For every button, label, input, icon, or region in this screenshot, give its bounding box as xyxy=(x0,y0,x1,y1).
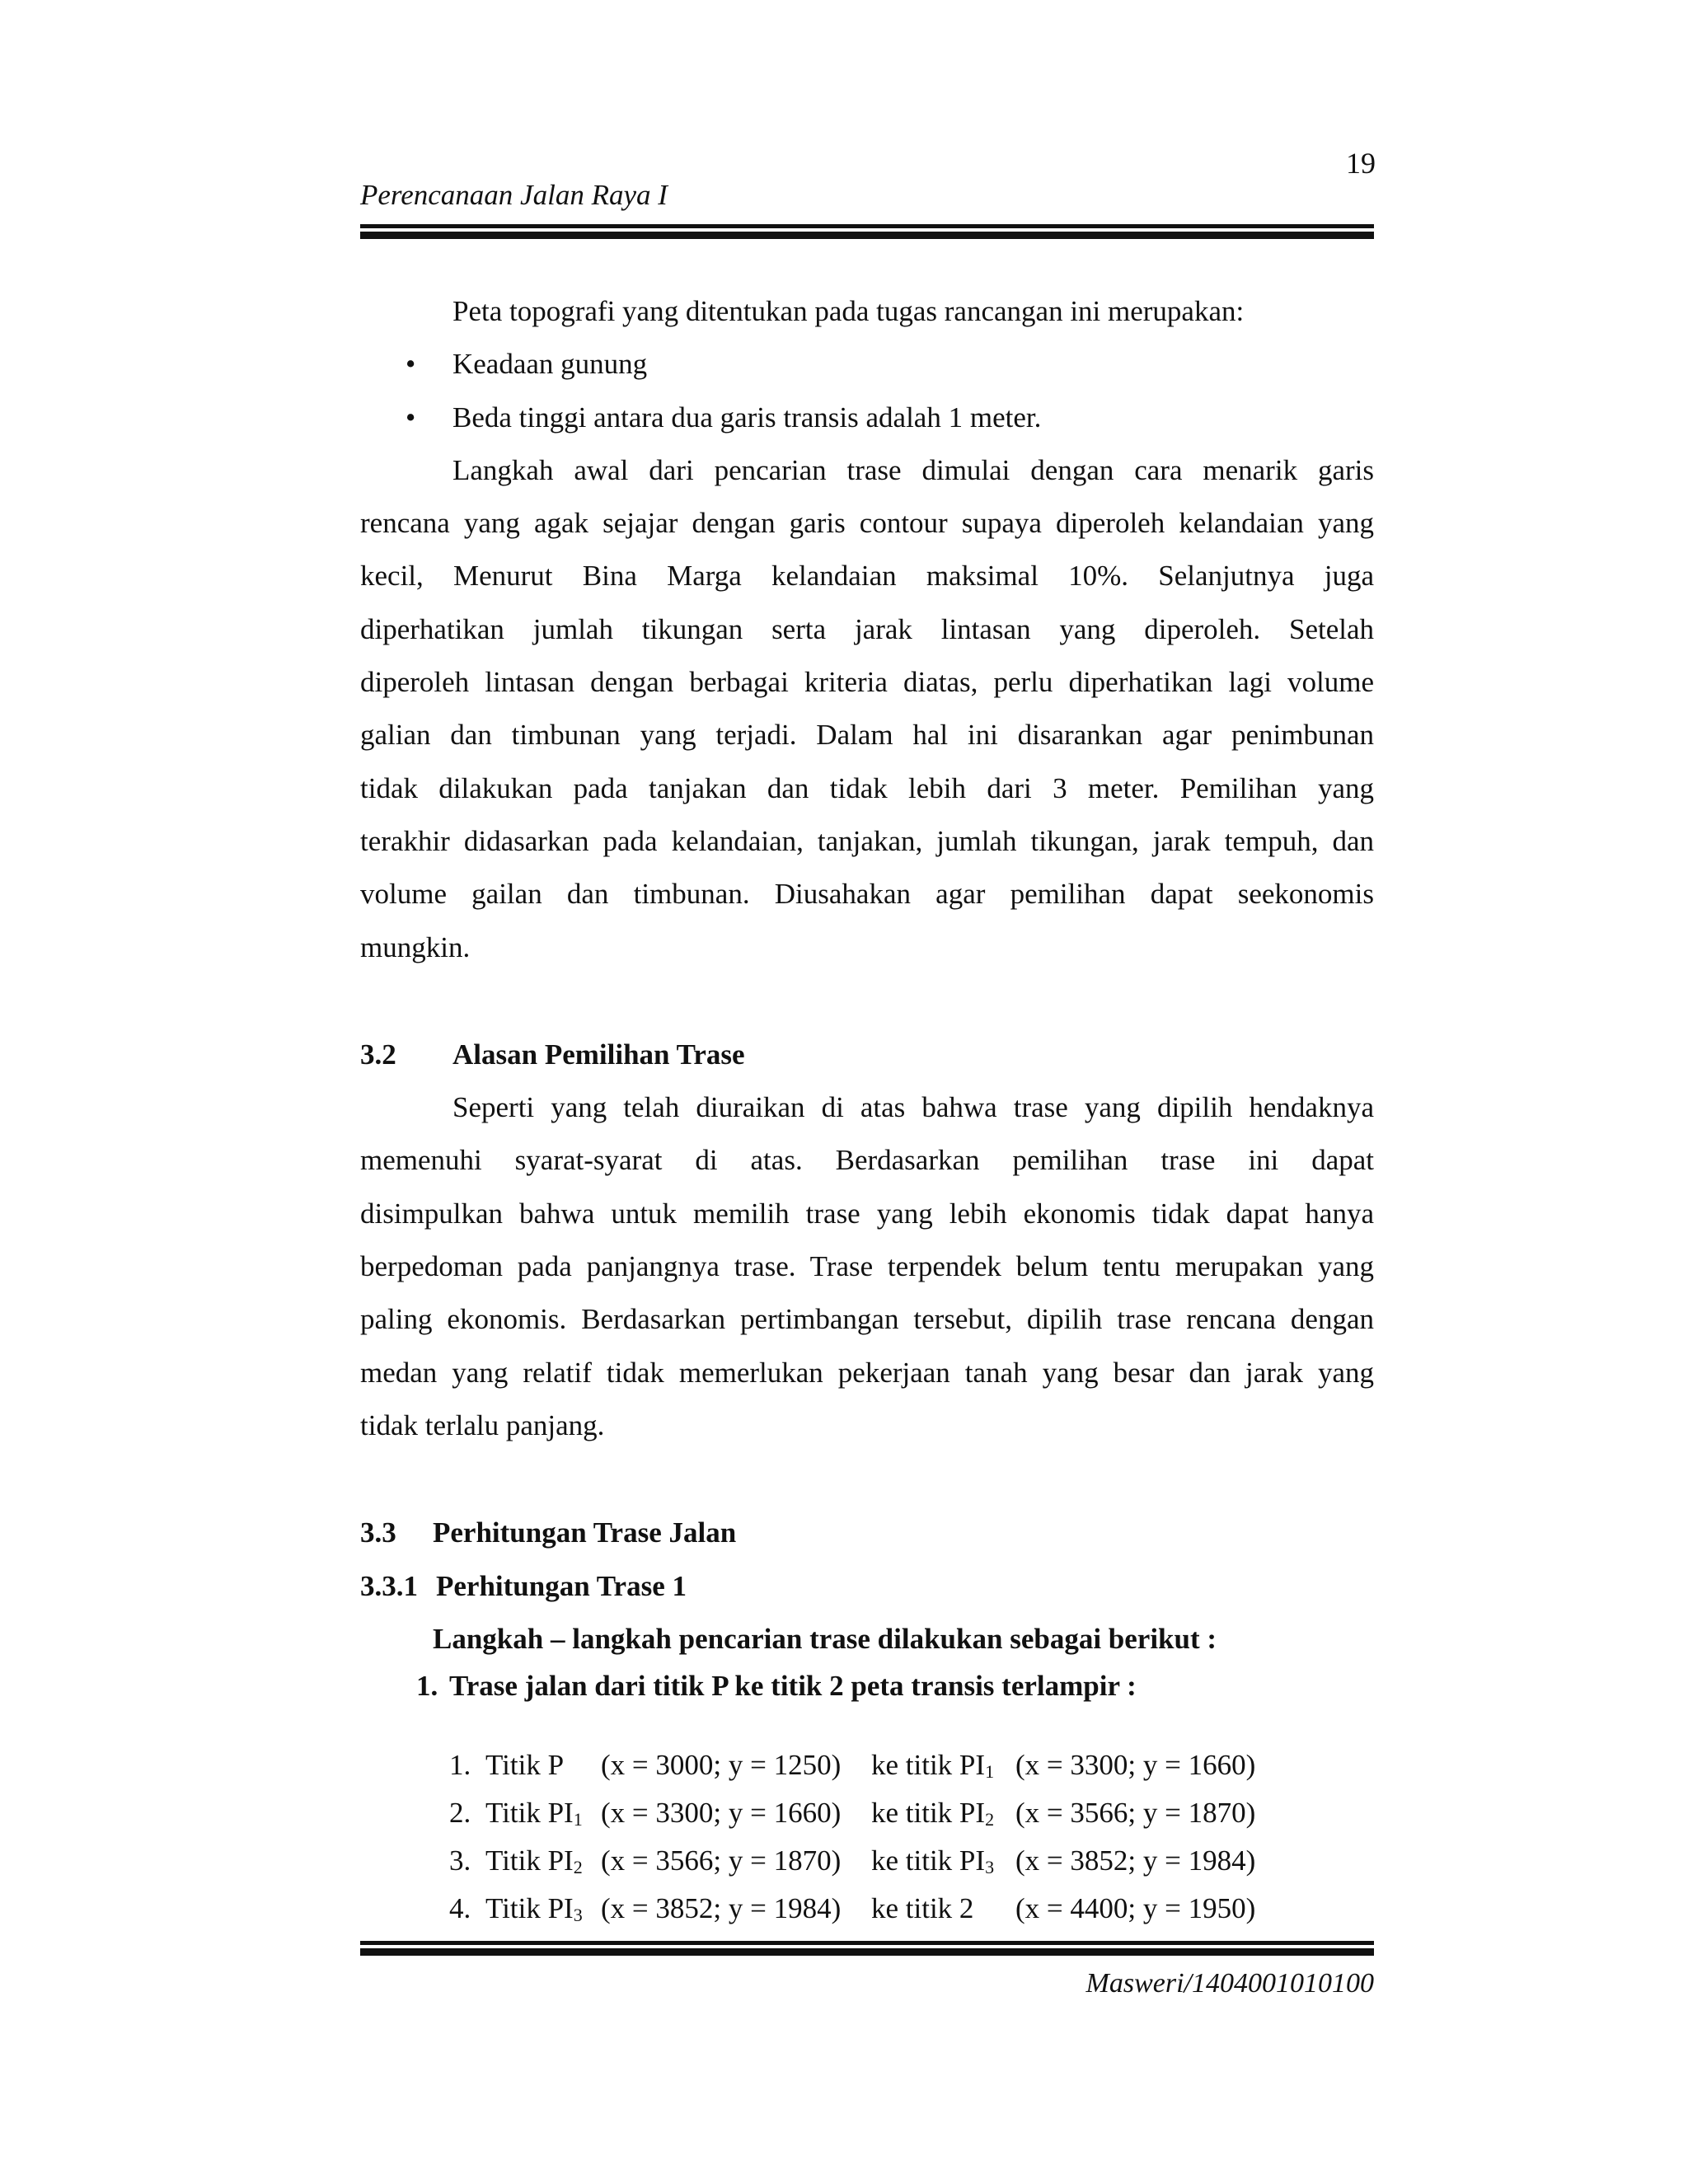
section-spacer xyxy=(360,974,1374,1029)
to-point-subscript: 2 xyxy=(985,1808,995,1830)
footer-rule-thick xyxy=(360,1948,1374,1956)
segment-index xyxy=(449,1888,485,1936)
segment-index-text: 1. xyxy=(449,1748,471,1781)
paragraph-line: paling ekonomis. Berdasarkan pertimbangan tersebut, dipilih trase rencana dengan xyxy=(360,1303,1374,1336)
segment-row xyxy=(449,1745,1255,1793)
segment-index xyxy=(449,1745,485,1793)
bullet-text: Keadaan gunung xyxy=(452,348,648,381)
paragraph-line: disimpulkan bahwa untuk memilih trase yang lebih ekonomis tidak dapat hanya xyxy=(360,1197,1374,1230)
segment-to-coord xyxy=(1015,1888,1255,1936)
from-point-label: Titik PI xyxy=(485,1891,574,1924)
from-point-subscript: 3 xyxy=(573,1904,583,1925)
to-point-subscript: 1 xyxy=(985,1760,995,1782)
from-point-subscript: 2 xyxy=(573,1856,583,1877)
to-point-subscript: 3 xyxy=(985,1856,995,1877)
segment-to-coord xyxy=(1015,1840,1255,1888)
section-number: 3.3 xyxy=(360,1516,396,1549)
segment-to-point xyxy=(871,1888,1015,1936)
segment-row xyxy=(449,1888,1255,1936)
segment-to-point xyxy=(871,1840,1015,1888)
segment-from-coord xyxy=(601,1745,871,1793)
segment-list xyxy=(449,1745,1255,1936)
running-title: Perencanaan Jalan Raya I xyxy=(360,179,668,211)
bullet-item xyxy=(360,338,1374,391)
segment-index xyxy=(449,1840,485,1888)
to-coord-text: (x = 4400; y = 1950) xyxy=(1015,1891,1256,1924)
from-point-label: Titik PI xyxy=(485,1844,574,1877)
paragraph-line: Seperti yang telah diuraikan di atas bahwa trase yang dipilih hendaknya xyxy=(452,1091,1374,1124)
subsection-number: 3.3.1 xyxy=(360,1569,418,1602)
segment-from-point xyxy=(485,1840,601,1888)
paragraph-line: volume gailan dan timbunan. Diusahakan agar pemilihan dapat seekonomis xyxy=(360,878,1374,911)
paragraph-line: galian dan timbunan yang terjadi. Dalam hal ini disarankan agar penimbunan xyxy=(360,719,1374,752)
from-point-label: Titik PI xyxy=(485,1796,574,1829)
steps-intro: Langkah – langkah pencarian trase dilakukan sebagai berikut : xyxy=(433,1622,1217,1655)
step-text: Trase jalan dari titik P ke titik 2 peta transis terlampir : xyxy=(449,1669,1137,1702)
to-coord-text: (x = 3852; y = 1984) xyxy=(1015,1844,1256,1877)
footer-rule-thin xyxy=(360,1941,1374,1945)
section-title: Alasan Pemilihan Trase xyxy=(452,1038,745,1071)
segment-from-point xyxy=(485,1888,601,1936)
to-point-label: ke titik PI xyxy=(871,1748,986,1781)
segment-index-text: 4. xyxy=(449,1891,471,1924)
to-point-label: ke titik 2 xyxy=(871,1891,974,1924)
segment-to-coord xyxy=(1015,1745,1255,1793)
paragraph-line: Langkah awal dari pencarian trase dimulai dengan cara menarik garis xyxy=(452,453,1374,486)
paragraph-line: mungkin. xyxy=(360,930,471,963)
bullet-icon: • xyxy=(406,348,416,381)
section-heading-3-2 xyxy=(360,1029,1374,1081)
bullet-icon: • xyxy=(406,401,416,434)
paragraph-line: medan yang relatif tidak memerlukan pekerjaan tanah yang besar dan jarak yang xyxy=(360,1356,1374,1389)
segment-from-point xyxy=(485,1793,601,1840)
header-rule xyxy=(360,224,1374,239)
from-coord-text: (x = 3300; y = 1660) xyxy=(601,1796,842,1829)
subsection-heading-3-3-1 xyxy=(360,1560,1374,1613)
segment-to-point xyxy=(871,1745,1015,1793)
segment-from-coord xyxy=(601,1793,871,1840)
section-number: 3.2 xyxy=(360,1038,396,1071)
paragraph-line: kecil, Menurut Bina Marga kelandaian maksimal 10%. Selanjutnya juga xyxy=(360,560,1374,593)
segment-index-text: 3. xyxy=(449,1844,471,1877)
from-point-label: Titik P xyxy=(485,1748,565,1781)
to-point-label: ke titik PI xyxy=(871,1796,986,1829)
paragraph-line: rencana yang agak sejajar dengan garis contour supaya diperoleh kelandaian yang xyxy=(360,507,1374,540)
section-title: Perhitungan Trase Jalan xyxy=(433,1516,737,1549)
step-number: 1. xyxy=(416,1669,438,1702)
intro-lead: Peta topografi yang ditentukan pada tugas rancangan ini merupakan: xyxy=(452,295,1245,327)
author-id: Masweri/1404001010100 xyxy=(1085,1968,1374,1999)
segment-to-coord xyxy=(1015,1793,1255,1840)
paragraph-line: diperoleh lintasan dengan berbagai kriteria diatas, perlu diperhatikan lagi volume xyxy=(360,666,1374,699)
paragraph-line: tidak terlalu panjang. xyxy=(360,1408,605,1441)
bullet-item xyxy=(360,391,1374,444)
footer-rule xyxy=(360,1941,1374,1956)
from-coord-text: (x = 3000; y = 1250) xyxy=(601,1748,842,1781)
header-rule-thin xyxy=(360,224,1374,228)
paragraph-line: berpedoman pada panjangnya trase. Trase terpendek belum tentu merupakan yang xyxy=(360,1250,1374,1283)
section-3-2-paragraph xyxy=(360,1081,1374,1452)
from-point-subscript: 1 xyxy=(573,1808,583,1830)
segment-from-point xyxy=(485,1745,601,1793)
segment-from-coord xyxy=(601,1840,871,1888)
paragraph-line: terakhir didasarkan pada kelandaian, tanjakan, jumlah tikungan, jarak tempuh, dan xyxy=(360,824,1374,857)
page-number: 19 xyxy=(1346,147,1376,180)
paragraph-line: tidak dilakukan pada tanjakan dan tidak lebih dari 3 meter. Pemilihan yang xyxy=(360,771,1374,804)
header-rule-thick xyxy=(360,232,1374,239)
segment-row xyxy=(449,1793,1255,1840)
to-point-label: ke titik PI xyxy=(871,1844,986,1877)
from-coord-text: (x = 3566; y = 1870) xyxy=(601,1844,842,1877)
section-spacer xyxy=(360,1452,1374,1507)
to-coord-text: (x = 3566; y = 1870) xyxy=(1015,1796,1256,1829)
segment-index-text: 2. xyxy=(449,1796,471,1829)
subsection-title: Perhitungan Trase 1 xyxy=(436,1569,687,1602)
paragraph-line: diperhatikan jumlah tikungan serta jarak lintasan yang diperoleh. Setelah xyxy=(360,612,1374,645)
segment-from-coord xyxy=(601,1888,871,1936)
bullet-text: Beda tinggi antara dua garis transis adalah 1 meter. xyxy=(452,401,1042,434)
from-coord-text: (x = 3852; y = 1984) xyxy=(601,1891,842,1924)
paragraph-line: memenuhi syarat-syarat di atas. Berdasarkan pemilihan trase ini dapat xyxy=(360,1144,1374,1177)
to-coord-text: (x = 3300; y = 1660) xyxy=(1015,1748,1256,1781)
page-body xyxy=(360,285,1374,1936)
segment-row xyxy=(449,1840,1255,1888)
segment-index xyxy=(449,1793,485,1840)
section-heading-3-3 xyxy=(360,1507,1374,1559)
segment-to-point xyxy=(871,1793,1015,1840)
intro-paragraph xyxy=(360,444,1374,974)
step-item xyxy=(360,1666,1374,1707)
